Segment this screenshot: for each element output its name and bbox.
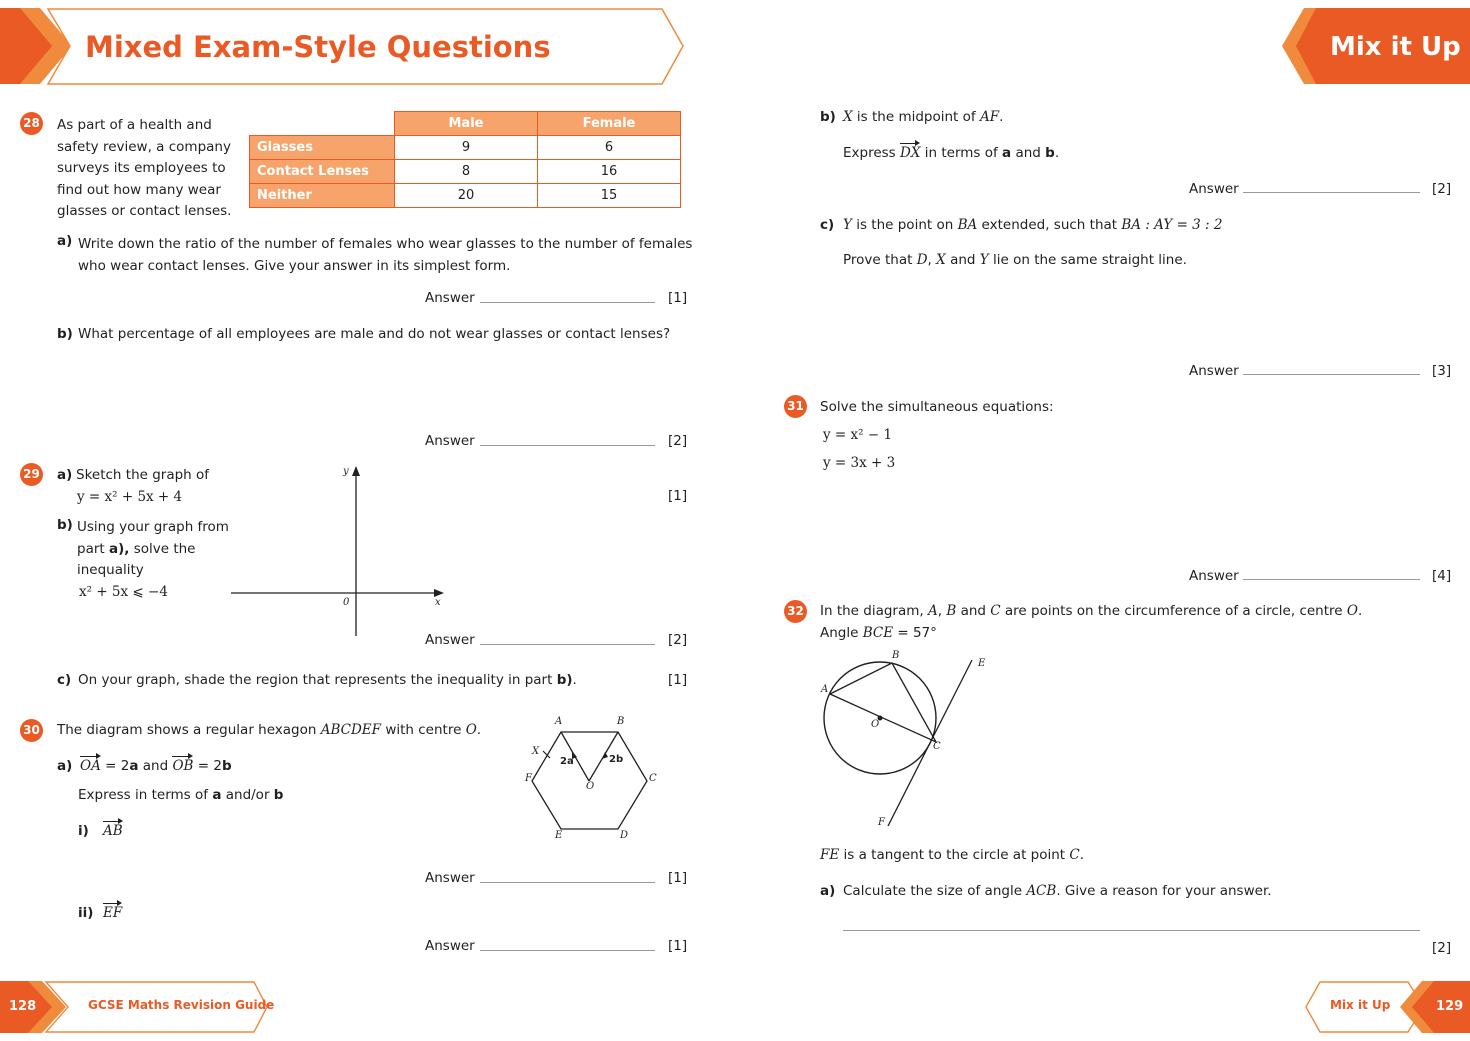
answer-label: Answer	[1189, 181, 1239, 197]
q30c-prove-text: lie on the same straight line.	[992, 252, 1187, 268]
answer-label: Answer	[1189, 363, 1239, 379]
answer-line[interactable]	[480, 445, 655, 446]
angle-acb: ACB	[1026, 883, 1057, 899]
q28b-text: What percentage of all employees are male and do not wear glasses or contact lenses?	[78, 326, 671, 342]
survey-table	[249, 111, 681, 208]
q29b-inequality: x² + 5x ⩽ −4	[79, 583, 168, 600]
part-label: i)	[78, 823, 89, 839]
q30c-line: is the point on	[856, 217, 954, 233]
hex-label: O	[586, 781, 595, 792]
segment-fe: FE	[820, 847, 840, 863]
q30c-ratio: BA : AY = 3 : 2	[1121, 217, 1223, 233]
q31-equation: y = 3x + 3	[823, 455, 896, 471]
vector-ab	[103, 823, 123, 839]
q30b-and: and	[1015, 145, 1041, 161]
circle-label: C	[933, 741, 941, 752]
answer-line[interactable]	[480, 950, 655, 951]
q32-end: .	[1357, 603, 1363, 619]
mark-value: [2]	[668, 433, 688, 449]
question-number: 30	[20, 719, 43, 742]
point-x: X	[936, 252, 946, 268]
answer-label: Answer	[1189, 568, 1239, 584]
q30c-and: and	[950, 252, 976, 268]
q32-line2	[820, 625, 937, 641]
q30a-value: = 2	[197, 758, 222, 774]
footer-section-title: Mix it Up	[1330, 998, 1391, 1012]
mark-value: [2]	[1432, 940, 1452, 956]
q29c-text	[78, 672, 577, 688]
cell-value: 9	[395, 136, 538, 160]
axis-origin: 0	[343, 597, 350, 608]
q30-intro-end: .	[476, 722, 482, 738]
axis-label-x: x	[435, 597, 441, 608]
angle-bce: BCE	[862, 625, 894, 641]
q30b-express	[843, 145, 1059, 161]
q30a-and: and	[142, 758, 169, 774]
hex-label: A	[555, 716, 563, 727]
point-y: Y	[979, 252, 989, 268]
q32-tangent: FE is a tangent to the circle at point C.	[820, 847, 1085, 863]
table-row	[250, 136, 681, 160]
q30a-express-text: Express in terms of	[78, 787, 209, 803]
segment-ba: BA	[957, 217, 978, 233]
footer-book-title: GCSE Maths Revision Guide	[88, 998, 275, 1012]
q32a-line: Calculate the size of angle	[843, 883, 1023, 899]
segment-af: AF	[979, 109, 1000, 125]
vector-ef-label: EF	[103, 905, 123, 921]
q29b-text	[77, 517, 229, 603]
q32-and: and	[960, 603, 986, 619]
cell-value: 6	[538, 136, 681, 160]
q29b-line: part	[77, 540, 105, 557]
answer-label: Answer	[425, 632, 475, 648]
mark-value: [1]	[668, 672, 688, 688]
cell-value: 8	[395, 160, 538, 184]
point-d: D	[916, 252, 928, 268]
question-number: 29	[20, 463, 43, 486]
q29b-line: Using your graph from	[77, 519, 229, 535]
point-x: X	[843, 109, 853, 125]
point-y: Y	[843, 217, 852, 233]
q30b-end: .	[1054, 145, 1060, 161]
q30a-vectors	[80, 758, 232, 774]
mark-value: [1]	[668, 938, 688, 954]
circle-label: F	[878, 817, 885, 828]
q28-intro-line: surveys its employees to	[57, 160, 226, 176]
q29c-line: On your graph, shade the region that represents the inequality in part	[78, 672, 553, 688]
q32-text: are points on the circumference of a circle, centre	[1004, 603, 1343, 619]
q29b-line: inequality	[77, 562, 144, 578]
q30c-prove-text: Prove that	[843, 252, 913, 268]
q28-intro	[57, 115, 231, 223]
q28-intro-line: As part of a health and	[57, 117, 212, 133]
circle-label: O	[871, 719, 880, 730]
vector-a: a	[1002, 145, 1012, 161]
answer-line[interactable]	[1243, 374, 1420, 375]
q28a-line: Write down the ratio of the number of females who wear glasses to the number of females	[78, 236, 693, 252]
mark-value: [1]	[668, 870, 688, 886]
q30c-prove: Prove that D, X and Y lie on the same straight line.	[843, 252, 1187, 268]
hexagon-diagram	[520, 712, 665, 847]
vector-b: b	[221, 758, 232, 774]
row-label: Neither	[250, 184, 395, 208]
answer-line[interactable]	[843, 930, 1420, 931]
cell-value: 20	[395, 184, 538, 208]
hex-label: C	[649, 773, 657, 784]
answer-label: Answer	[425, 433, 475, 449]
part-label: a)	[57, 467, 73, 483]
row-label: Glasses	[250, 136, 395, 160]
question-number: 28	[20, 112, 43, 135]
vector-ab-label: AB	[103, 823, 123, 839]
part-label: c)	[57, 672, 72, 688]
answer-label: Answer	[425, 290, 475, 306]
mark-value: [3]	[1432, 363, 1452, 379]
answer-line[interactable]	[1243, 192, 1420, 193]
q29c-part-ref: b)	[556, 672, 573, 688]
hex-label: F	[525, 773, 532, 784]
q30c-text	[843, 217, 1222, 233]
axis-label-y: y	[343, 466, 349, 477]
mark-value: [2]	[1432, 181, 1452, 197]
circle-label: E	[978, 658, 986, 669]
vector-b: b	[1045, 145, 1055, 161]
vector-oa: OA	[80, 758, 101, 774]
point-a: A	[928, 603, 938, 619]
mark-value: [1]	[668, 488, 688, 504]
part-label: a)	[57, 758, 73, 774]
hex-vector-label: 2a	[560, 756, 574, 767]
q30-intro-text: The diagram shows a regular hexagon	[57, 722, 317, 738]
part-label: a)	[820, 883, 836, 899]
mark-value: [1]	[668, 290, 688, 306]
q30-intro-text: with centre	[385, 722, 462, 738]
q28-intro-line: glasses or contact lenses.	[57, 203, 232, 219]
q29a-text: Sketch the graph of	[76, 467, 210, 483]
vector-a: a	[129, 758, 139, 774]
mark-value: [4]	[1432, 568, 1452, 584]
question-number: 31	[784, 395, 807, 418]
point-c: C	[1069, 847, 1080, 863]
q28a-line: who wear contact lenses. Give your answer in its simplest form.	[78, 258, 511, 274]
part-label: b)	[820, 109, 836, 125]
part-label: c)	[820, 217, 835, 233]
q32-text: In the diagram,	[820, 603, 924, 619]
mark-value: [2]	[668, 632, 688, 648]
table-row	[250, 160, 681, 184]
point-c: C	[990, 603, 1001, 619]
part-label: a)	[57, 233, 73, 249]
vector-b: b	[273, 787, 284, 803]
q30c-line: extended, such that	[981, 217, 1118, 233]
vector-ob: OB	[172, 758, 194, 774]
answer-line[interactable]	[480, 644, 655, 645]
q28-intro-line: find out how many wear	[57, 181, 221, 198]
hex-label: X	[532, 746, 540, 757]
q30b-end: .	[999, 109, 1004, 125]
cell-value: 16	[538, 160, 681, 184]
answer-line[interactable]	[480, 302, 655, 303]
point-b: B	[946, 603, 957, 619]
point-o: O	[1346, 603, 1358, 619]
hex-label: D	[620, 830, 629, 841]
q31-text: Solve the simultaneous equations:	[820, 399, 1054, 415]
page-number-left: 128	[9, 999, 37, 1014]
q30b-express-text: Express	[843, 145, 896, 161]
circle-label: A	[821, 684, 829, 695]
q32-text: is a tangent to the circle at point	[843, 847, 1066, 863]
row-label: Contact Lenses	[250, 160, 395, 184]
part-label: b)	[57, 517, 73, 533]
q30-centre: O	[465, 722, 477, 738]
answer-line[interactable]	[1243, 579, 1420, 580]
q30a-express	[78, 787, 283, 803]
right-header-title: Mix it Up	[1330, 32, 1461, 62]
q29b-part-ref: a),	[108, 540, 130, 557]
page-title: Mixed Exam-Style Questions	[85, 30, 551, 64]
vector-ef	[103, 905, 122, 921]
hex-vector-label: 2b	[609, 754, 624, 765]
hex-label: B	[617, 716, 625, 727]
q32-line1: In the diagram, A, B and C are points on the circumference of a circle, centre O.	[820, 603, 1363, 619]
table-header-male: Male	[395, 112, 538, 136]
q29b-line: solve the	[133, 540, 196, 557]
vector-dx: DX	[900, 145, 921, 161]
q32-angle-value: = 57°	[897, 625, 937, 641]
answer-label: Answer	[425, 938, 475, 954]
vector-a: a	[212, 787, 222, 803]
q28-intro-line: safety review, a company	[57, 138, 231, 155]
circle-diagram	[815, 650, 995, 835]
page-number-right: 129	[1436, 999, 1464, 1014]
table-row	[250, 184, 681, 208]
q29c-end: .	[572, 672, 577, 688]
hex-label: E	[555, 830, 563, 841]
q32a-line: . Give a reason for your answer.	[1056, 883, 1272, 899]
q30-intro	[57, 722, 481, 738]
q30-hexagon-name: ABCDEF	[320, 722, 382, 738]
question-number: 32	[784, 600, 807, 623]
q32-text: Angle	[820, 625, 859, 641]
q30a-value: = 2	[105, 758, 130, 774]
q31-equation: y = x² − 1	[823, 427, 893, 443]
answer-line[interactable]	[480, 882, 655, 883]
answer-label: Answer	[425, 870, 475, 886]
part-label: ii)	[78, 905, 94, 921]
q30b-line: is the midpoint of	[856, 109, 976, 125]
q28a-text	[78, 233, 692, 277]
q30b-text	[843, 109, 1003, 125]
q30b-express-text: in terms of	[924, 145, 998, 161]
sketch-axes	[225, 462, 455, 642]
q32a-text	[843, 883, 1272, 899]
cell-value: 15	[538, 184, 681, 208]
circle-label: B	[892, 650, 900, 661]
table-header-female: Female	[538, 112, 681, 136]
q29a-equation: y = x² + 5x + 4	[77, 489, 183, 505]
part-label: b)	[57, 326, 73, 342]
q30a-express-text: and/or	[225, 787, 270, 803]
